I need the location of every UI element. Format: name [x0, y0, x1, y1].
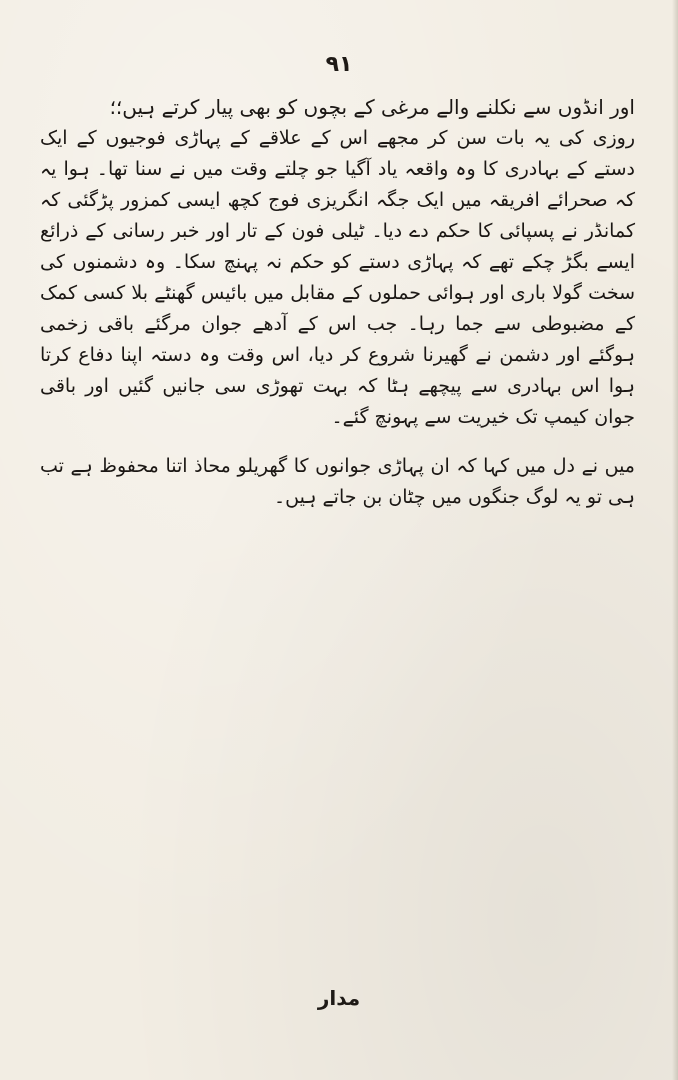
quote-line: اور انڈوں سے نکلنے والے مرغی کے بچوں کو بھی پیار کرتے ہیں؛؛ [109, 95, 635, 119]
paragraph-2: میں نے دل میں کہا کہ ان پہاڑی جوانوں کا گھریلو محاذ اتنا محفوظ ہے تب ہی تو یہ لوگ جنگوں میں چٹان بن جاتے ہیں۔ [40, 455, 635, 508]
paragraph-1: روزی کی یہ بات سن کر مجھے اس کے علاقے کے پہاڑی فوجیوں کے ایک دستے کے بہادری کا وہ واقعہ یاد آگیا جو چلتے وقت میں نے سنا تھا۔ ہوا یہ کہ صحرائے افریقہ میں ایک جگہ انگریزی فوج کچھ ایسی کمزور پڑگئی کہ کمانڈر نے پسپائی کا حکم دے دیا۔ ٹیلی فون کے تار اور خبر رسانی کے ذرائع ایسے بگڑ چکے تھے کہ پہاڑی دستے کو حکم نہ پہنچ سکا۔ وہ دشمنوں کی سخت گولا باری اور ہوائی حملوں کے مقابل میں بائیس گھنٹے بلا کسی کمک کے مضبوطی سے جما رہا۔ جب اس کے آدھے جوان مرگئے باقی زخمی ہوگئے اور دشمن نے گھیرنا شروع کر دیا، اس وقت وہ دستہ اپنا دفاع کرتا ہوا اس بہادری سے پیچھے ہٹا کہ بہت تھوڑی سی جانیں گئیں اور باقی جوان کیمپ تک خیریت سے پہونچ گئے۔ [40, 127, 635, 428]
page-edge-shadow [672, 0, 678, 1080]
running-footer-title: مدار [317, 986, 361, 1010]
page-number: ۹۱ [325, 52, 353, 77]
page-body [40, 92, 635, 513]
